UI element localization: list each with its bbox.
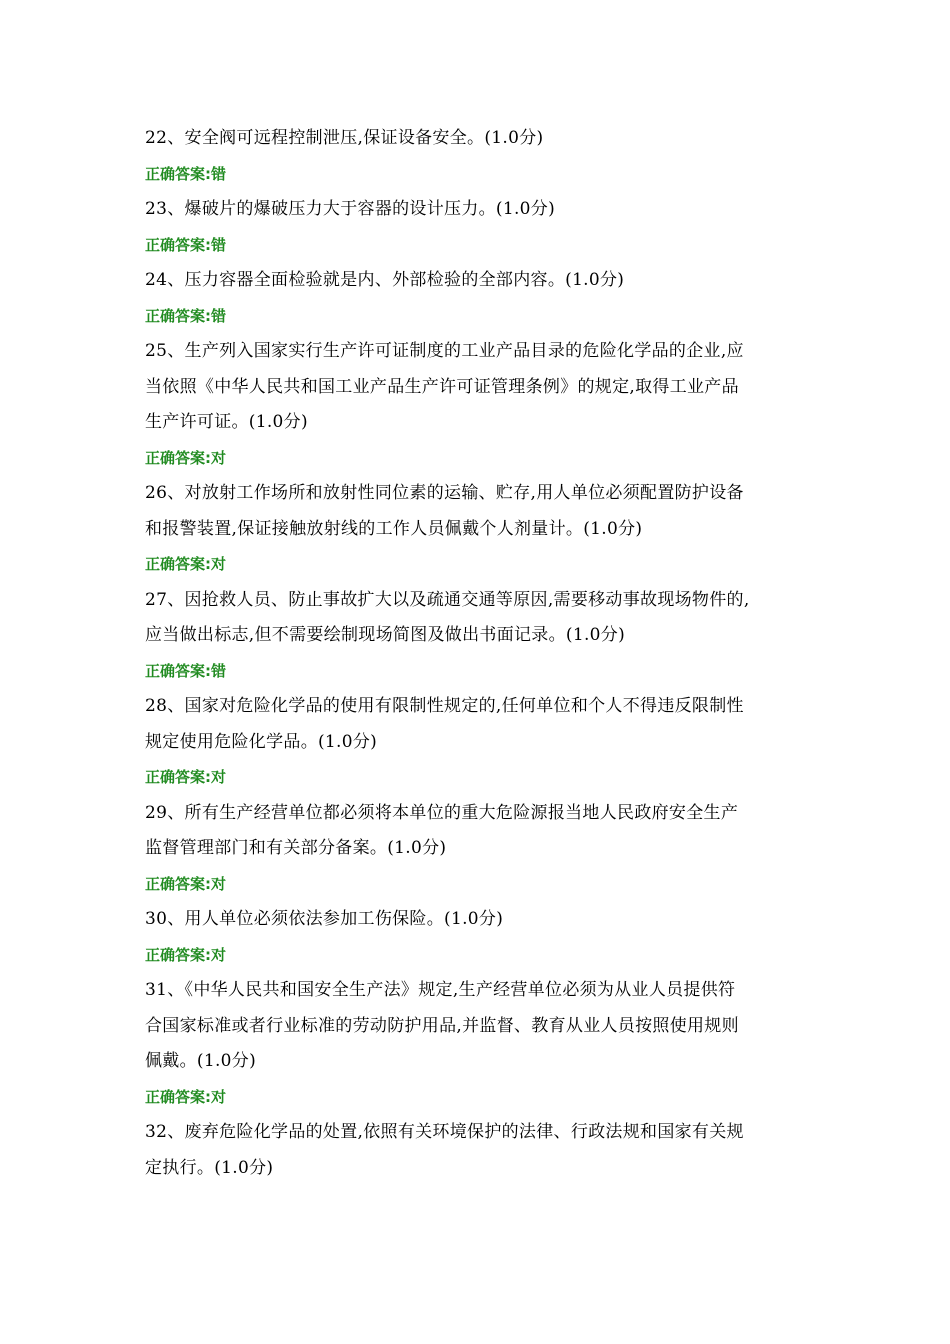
question-text-line: 25、生产列入国家实行生产许可证制度的工业产品目录的危险化学品的企业,应 bbox=[145, 341, 744, 361]
question-text-line: 规定使用危险化学品。(1.0分) bbox=[145, 731, 378, 752]
question-item bbox=[145, 796, 815, 903]
question-text-line: 佩戴。(1.0分) bbox=[145, 1051, 256, 1071]
question-item bbox=[145, 689, 815, 796]
correct-answer: 正确答案:对 bbox=[145, 945, 226, 964]
correct-answer: 正确答案:对 bbox=[145, 874, 226, 893]
correct-answer: 正确答案:错 bbox=[145, 306, 226, 325]
question-text-line: 29、所有生产经营单位都必须将本单位的重大危险源报当地人民政府安全生产 bbox=[145, 802, 739, 823]
question-text-line: 31、《中华人民共和国安全生产法》规定,生产经营单位必须为从业人员提供符 bbox=[145, 980, 736, 1000]
question-text-line: 26、对放射工作场所和放射性同位素的运输、贮存,用人单位必须配置防护设备 bbox=[145, 483, 744, 503]
question-text-line: 30、用人单位必须依法参加工伤保险。(1.0分) bbox=[145, 909, 504, 929]
question-list bbox=[145, 121, 815, 1186]
question-text-line: 合国家标准或者行业标准的劳动防护用品,并监督、教育从业人员按照使用规则 bbox=[145, 1015, 739, 1036]
question-item bbox=[145, 192, 815, 263]
correct-answer: 正确答案:对 bbox=[145, 448, 226, 467]
question-item bbox=[145, 1115, 815, 1186]
question-text-line: 32、废弃危险化学品的处置,依照有关环境保护的法律、行政法规和国家有关规 bbox=[145, 1122, 744, 1142]
question-text-line: 23、爆破片的爆破压力大于容器的设计压力。(1.0分) bbox=[145, 199, 556, 219]
question-text-line: 27、因抢救人员、防止事故扩大以及疏通交通等原因,需要移动事故现场物件的, bbox=[145, 589, 750, 610]
correct-answer: 正确答案:对 bbox=[145, 555, 226, 573]
correct-answer: 正确答案:错 bbox=[145, 661, 226, 680]
correct-answer: 正确答案:对 bbox=[145, 1087, 226, 1106]
question-text-line: 定执行。(1.0分) bbox=[145, 1157, 274, 1178]
correct-answer: 正确答案:错 bbox=[145, 235, 226, 254]
question-item bbox=[145, 583, 815, 690]
question-text-line: 和报警装置,保证接触放射线的工作人员佩戴个人剂量计。(1.0分) bbox=[145, 518, 643, 539]
question-text-line: 24、压力容器全面检验就是内、外部检验的全部内容。(1.0分) bbox=[145, 270, 625, 290]
question-text-line: 当依照《中华人民共和国工业产品生产许可证管理条例》的规定,取得工业产品 bbox=[145, 376, 739, 397]
question-item bbox=[145, 902, 815, 973]
question-text-line: 生产许可证。(1.0分) bbox=[145, 412, 308, 432]
question-text-line: 应当做出标志,但不需要绘制现场简图及做出书面记录。(1.0分) bbox=[145, 625, 626, 645]
question-item bbox=[145, 973, 815, 1115]
question-text-line: 22、安全阀可远程控制泄压,保证设备安全。(1.0分) bbox=[145, 128, 544, 148]
question-text-line: 28、国家对危险化学品的使用有限制性规定的,任何单位和个人不得违反限制性 bbox=[145, 696, 744, 716]
correct-answer: 正确答案:错 bbox=[145, 164, 226, 183]
correct-answer: 正确答案:对 bbox=[145, 768, 226, 786]
question-item bbox=[145, 476, 815, 583]
question-item bbox=[145, 121, 815, 192]
question-text-line: 监督管理部门和有关部分备案。(1.0分) bbox=[145, 838, 447, 858]
question-item bbox=[145, 263, 815, 334]
question-item bbox=[145, 334, 815, 476]
